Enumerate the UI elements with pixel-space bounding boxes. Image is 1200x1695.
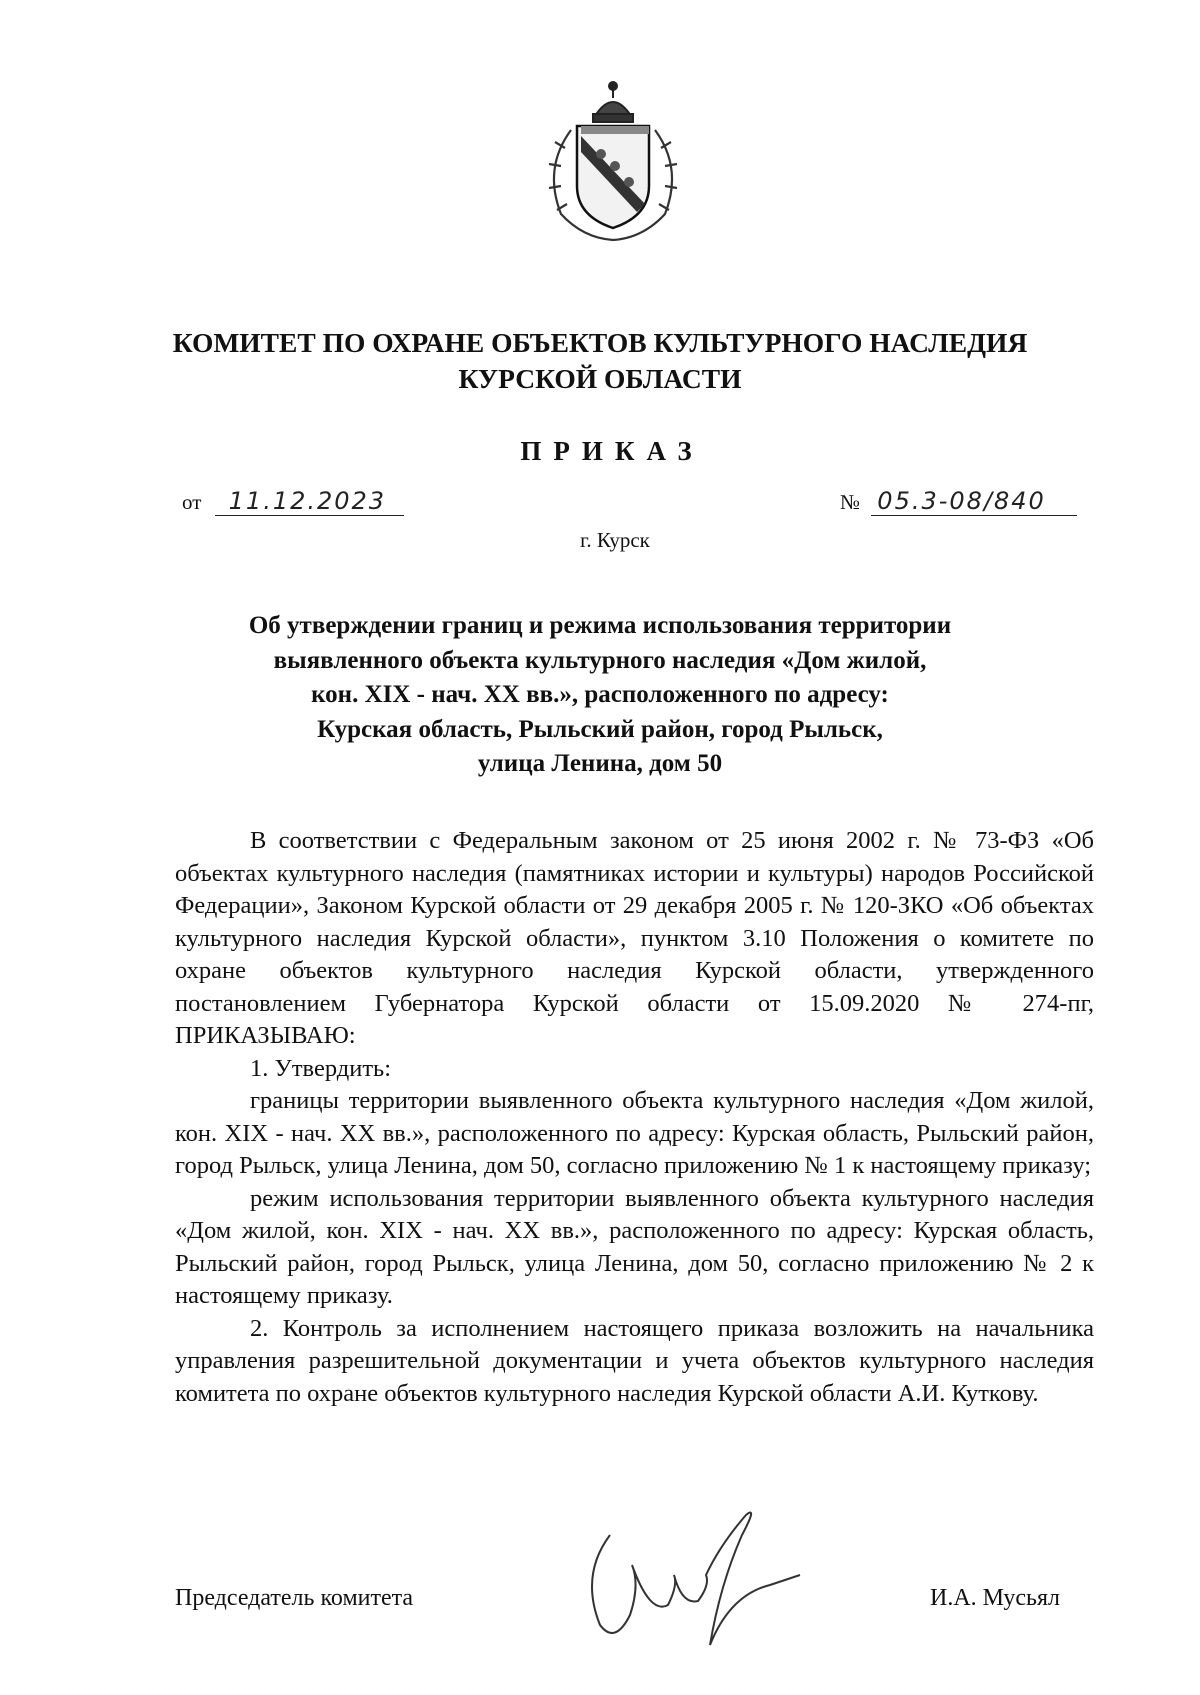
order-title: ПРИКАЗ	[520, 436, 704, 466]
coat-of-arms-emblem	[537, 78, 689, 244]
organization-line-2: КУРСКОЙ ОБЛАСТИ	[458, 363, 742, 394]
order-date	[182, 487, 404, 516]
subject-line: выявленного объекта культурного наследия «Дом жилой,	[273, 646, 927, 674]
signatory-position: Председатель комитета	[175, 1585, 414, 1611]
number-value: 05.3-08/840	[877, 487, 1046, 515]
organization-line-1: КОМИТЕТ ПО ОХРАНЕ ОБЪЕКТОВ КУЛЬТУРНОГО НАСЛЕДИЯ	[172, 327, 1028, 358]
body-paragraph: 2. Контроль за исполнением настоящего приказа возложить на начальника управления разрешительной документации и учета объектов культурного наследия комитета по охране объектов культурного наследия Курской области А.И. Куткову.	[175, 1314, 1094, 1407]
number-prefix: №	[840, 490, 861, 514]
subject-line: Курская область, Рыльский район, город Рыльск,	[317, 715, 883, 743]
subject-line: Об утверждении границ и режима использования территории	[248, 612, 952, 639]
signatory-name: И.А. Мусьял	[930, 1585, 1061, 1611]
subject-line: кон. XIX - нач. XX вв.», расположенного по адресу:	[311, 681, 889, 708]
subject-line: улица Ленина, дом 50	[477, 750, 723, 777]
order-subject	[0, 609, 1200, 782]
organization-name	[0, 325, 1200, 397]
body-paragraph: границы территории выявленного объекта культурного наследия «Дом жилой, кон. XIX - нач. XX вв.», расположенного по адресу: Курская область, Рыльский район, город Рыльск, улица Ленина, дом 50, согласно приложению № 1 к настоящему приказу;	[175, 1087, 1094, 1179]
order-body	[175, 825, 1094, 1410]
body-paragraph: режим использования территории выявленного объекта культурного наследия «Дом жилой, кон. XIX - нач. XX вв.», расположенного по адресу: Курская область, Рыльский район, город Рыльск, улица Ленина, дом 50, согласно приложению № 2 к настоящему приказу.	[175, 1184, 1094, 1309]
body-paragraph: 1. Утвердить:	[250, 1054, 392, 1082]
order-number	[840, 487, 1077, 516]
date-prefix: от	[182, 490, 202, 514]
body-paragraph: В соответствии с Федеральным законом от 25 июня 2002 г. № 73-ФЗ «Об объектах культурного наследия (памятниках истории и культуры) народов Российской Федерации», Законом Курской области от 29 декабря 2005 г. № 120-ЗКО «Об объектах культурного наследия Курской области», пунктом 3.10 Положения о комитете по охране объектов культурного наследия Курской области, утвержденного постановлением Губернатора Курской области от 15.09.2020 № 274-пг, ПРИКАЗЫВАЮ:	[175, 827, 1094, 1049]
date-value: 11.12.2023	[228, 487, 387, 515]
city: г. Курск	[580, 528, 650, 552]
handwritten-signature	[570, 1505, 810, 1655]
